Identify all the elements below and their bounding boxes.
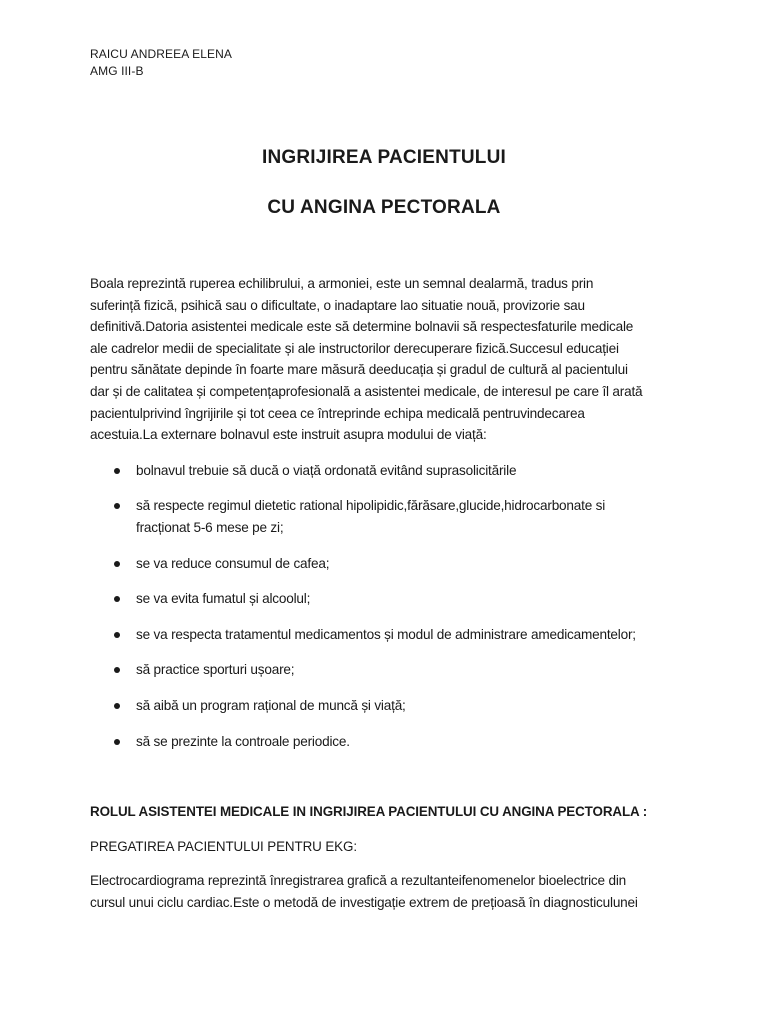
intro-line: suferință fizică, psihică sau o dificultate, o inadaptare lao situatie nouă, provizorie sau — [90, 297, 585, 313]
document-title-line-2: CU ANGINA PECTORALA — [267, 197, 501, 218]
intro-paragraph — [90, 273, 678, 446]
author-name: RAICU ANDREEA ELENA — [90, 47, 232, 61]
bullet-dot-icon — [114, 632, 120, 638]
list-item-text: să respecte regimul dietetic rational hipolipidic,fărăsare,glucide,hidrocarbonate si — [136, 498, 606, 513]
intro-line: Boala reprezintă ruperea echilibrului, a armoniei, este un semnal dealarmă, tradus prin — [90, 276, 594, 291]
list-item — [136, 588, 696, 610]
subsection-heading: PREGATIREA PACIENTULUI PENTRU EKG: — [90, 839, 357, 854]
ekg-paragraph — [90, 870, 690, 913]
intro-line: definitivă.Datoria asistentei medicale este să determine bolnavii să respectesfaturile medicale — [90, 319, 634, 335]
bullet-dot-icon — [114, 739, 120, 745]
bullet-dot-icon — [114, 667, 120, 673]
ekg-line: cursul unui ciclu cardiac.Este o metodă de investigație extrem de prețioasă în diagnosticulunei — [90, 894, 638, 910]
bullet-dot-icon — [114, 596, 120, 602]
list-item-text: se va evita fumatul și alcoolul; — [136, 591, 311, 606]
list-item-text: să practice sporturi ușoare; — [136, 662, 295, 677]
ekg-line: Electrocardiograma reprezintă înregistrarea grafică a rezultanteifenomenelor bioelectrice din — [90, 873, 627, 888]
author-group: AMG III-B — [90, 64, 144, 78]
list-item-text: să aibă un program rațional de muncă și viață; — [136, 698, 406, 713]
list-item — [136, 659, 696, 681]
intro-line: acestuia.La externare bolnavul este instruit asupra modului de viață: — [90, 427, 487, 443]
list-item — [136, 731, 696, 753]
list-item — [136, 624, 696, 646]
list-item — [136, 460, 696, 482]
document-title-line-1: INGRIJIREA PACIENTULUI — [261, 147, 507, 168]
intro-line: pacientulprivind îngrijirile și tot ceea ce întreprinde echipa medicală pentruvindecarea — [90, 405, 585, 421]
intro-line: ale cadrelor medii de specialitate și ale instructorilor derecuperare fizică.Succesul educației — [90, 340, 619, 356]
bullet-dot-icon — [114, 468, 120, 474]
bullet-dot-icon — [114, 703, 120, 709]
list-item-text: să se prezinte la controale periodice. — [136, 734, 350, 749]
list-item-text: se va respecta tratamentul medicamentos și modul de administrare amedicamentelor; — [136, 627, 636, 642]
author-block — [90, 46, 232, 80]
section-heading: ROLUL ASISTENTEI MEDICALE IN INGRIJIREA PACIENTULUI CU ANGINA PECTORALA : — [90, 804, 648, 819]
list-item — [136, 495, 696, 538]
list-item — [136, 695, 696, 717]
list-item — [136, 553, 696, 575]
list-item-text: bolnavul trebuie să ducă o viață ordonată evitând suprasolicitările — [136, 463, 517, 478]
bullet-dot-icon — [114, 561, 120, 567]
intro-line: dar și de calitatea și competențaprofesională a asistentei medicale, de interesul pe care îl arată — [90, 383, 643, 399]
intro-line: pentru sănătate depinde în foarte mare măsură deeducația și gradul de cultură al pacientului — [90, 362, 628, 378]
bullet-dot-icon — [114, 503, 120, 509]
list-item-text: se va reduce consumul de cafea; — [136, 556, 330, 571]
list-item-text: fracționat 5-6 mese pe zi; — [136, 519, 284, 535]
